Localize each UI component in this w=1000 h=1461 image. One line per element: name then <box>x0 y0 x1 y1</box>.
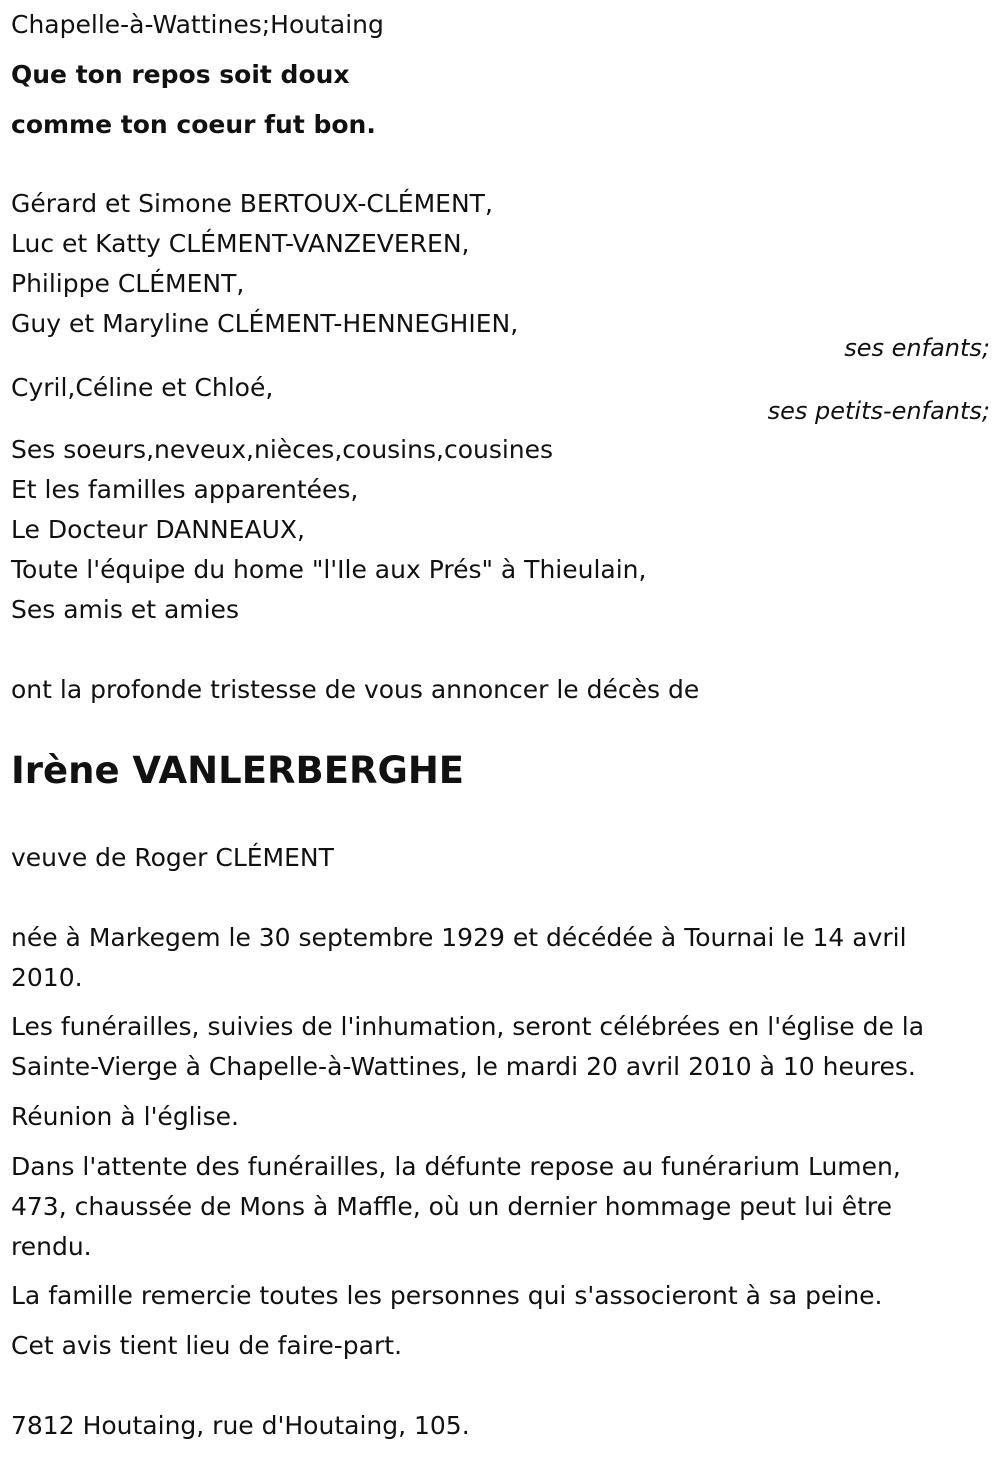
child-name: Luc et Katty CLÉMENT-VANZEVEREN, <box>11 229 470 258</box>
child-name: Guy et Maryline CLÉMENT-HENNEGHIEN, <box>11 309 519 338</box>
other-relatives-line: Le Docteur DANNEAUX, <box>11 515 305 544</box>
meeting-text: Réunion à l'église. <box>11 1102 239 1131</box>
location-header: Chapelle-à-Wattines;Houtaing <box>11 10 384 39</box>
announcement-text: ont la profonde tristesse de vous annoncer le décès de <box>11 675 700 704</box>
children-role: ses enfants; <box>844 334 990 362</box>
funeral-line: Les funérailles, suivies de l'inhumation, seront célébrées en l'église de la <box>11 1012 925 1041</box>
repose-line: Dans l'attente des funérailles, la défunte repose au funérarium Lumen, <box>11 1152 901 1181</box>
notice-text: Cet avis tient lieu de faire-part. <box>11 1331 403 1360</box>
repose-line: 473, chaussée de Mons à Maffle, où un dernier hommage peut lui être <box>11 1192 892 1221</box>
widow-of-text: veuve de Roger CLÉMENT <box>11 843 334 872</box>
birth-death-line: née à Markegem le 30 septembre 1929 et décédée à Tournai le 14 avril <box>11 923 907 952</box>
verse-line-1: Que ton repos soit doux <box>11 60 350 89</box>
deceased-name: Irène VANLERBERGHE <box>11 749 465 792</box>
child-name: Philippe CLÉMENT, <box>11 269 245 298</box>
birth-death-line: 2010. <box>11 963 83 992</box>
repose-line: rendu. <box>11 1232 92 1261</box>
other-relatives-line: Ses soeurs,neveux,nièces,cousins,cousines <box>11 435 554 464</box>
other-relatives-line: Ses amis et amies <box>11 595 239 624</box>
address-text: 7812 Houtaing, rue d'Houtaing, 105. <box>11 1411 470 1440</box>
other-relatives-line: Toute l'équipe du home "l'Ile aux Prés" à Thieulain, <box>11 555 647 584</box>
funeral-line: Sainte-Vierge à Chapelle-à-Wattines, le mardi 20 avril 2010 à 10 heures. <box>11 1052 916 1081</box>
grandchildren-role: ses petits-enfants; <box>767 397 990 425</box>
verse-line-2: comme ton coeur fut bon. <box>11 110 376 139</box>
child-name: Gérard et Simone BERTOUX-CLÉMENT, <box>11 189 493 218</box>
thanks-text: La famille remercie toutes les personnes qui s'associeront à sa peine. <box>11 1281 883 1310</box>
grandchildren-names: Cyril,Céline et Chloé, <box>11 373 274 402</box>
other-relatives-line: Et les familles apparentées, <box>11 475 359 504</box>
